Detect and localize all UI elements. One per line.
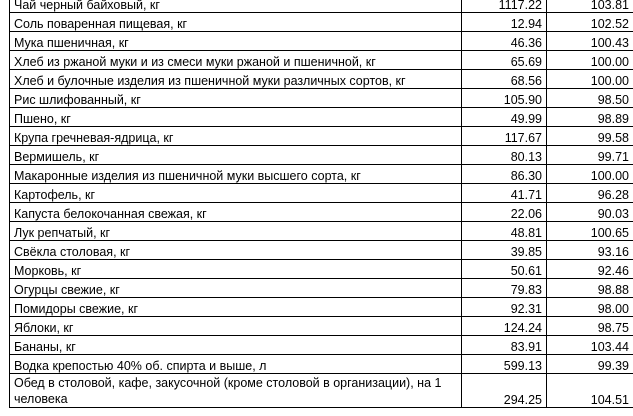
table-row [10, 127, 633, 146]
product-name: Свёкла столовая, кг [10, 241, 462, 260]
table-row [10, 0, 633, 13]
product-name: Мука пшеничная, кг [10, 32, 462, 51]
product-name: Яблоки, кг [10, 317, 462, 336]
table-row [10, 32, 633, 51]
table-row [10, 165, 633, 184]
table-row [10, 13, 633, 32]
table-row [10, 374, 633, 408]
product-price: 86.30 [462, 165, 547, 184]
product-name: Обед в столовой, кафе, закусочной (кроме столовой в организации), на 1 человека [10, 374, 462, 408]
product-name: Морковь, кг [10, 260, 462, 279]
product-name: Водка крепостью 40% об. спирта и выше, л [10, 355, 462, 374]
product-name: Бананы, кг [10, 336, 462, 355]
table-row [10, 203, 633, 222]
product-price: 12.94 [462, 13, 547, 32]
table-row [10, 355, 633, 374]
product-price: 105.90 [462, 89, 547, 108]
product-price: 79.83 [462, 279, 547, 298]
product-name: Картофель, кг [10, 184, 462, 203]
table-row [10, 336, 633, 355]
price-index: 100.65 [547, 222, 633, 241]
product-name: Рис шлифованный, кг [10, 89, 462, 108]
product-price: 41.71 [462, 184, 547, 203]
product-price: 48.81 [462, 222, 547, 241]
product-name: Соль поваренная пищевая, кг [10, 13, 462, 32]
product-name: Хлеб из ржаной муки и из смеси муки ржаной и пшеничной, кг [10, 51, 462, 70]
price-index: 100.00 [547, 70, 633, 89]
table-row [10, 241, 633, 260]
table-row [10, 51, 633, 70]
product-name: Лук репчатый, кг [10, 222, 462, 241]
table-row [10, 298, 633, 317]
product-price: 22.06 [462, 203, 547, 222]
product-price: 50.61 [462, 260, 547, 279]
product-price: 599.13 [462, 355, 547, 374]
price-index: 98.89 [547, 108, 633, 127]
table-row [10, 184, 633, 203]
price-index: 98.00 [547, 298, 633, 317]
product-price: 1117.22 [462, 0, 547, 13]
price-index: 98.75 [547, 317, 633, 336]
table-row [10, 108, 633, 127]
product-price: 80.13 [462, 146, 547, 165]
price-index: 103.81 [547, 0, 633, 13]
product-price: 92.31 [462, 298, 547, 317]
table-body [10, 0, 633, 408]
product-price: 68.56 [462, 70, 547, 89]
price-index: 104.51 [547, 374, 633, 408]
price-table [9, 0, 633, 408]
price-index: 99.58 [547, 127, 633, 146]
product-price: 46.36 [462, 32, 547, 51]
product-name: Пшено, кг [10, 108, 462, 127]
product-price: 39.85 [462, 241, 547, 260]
price-index: 99.39 [547, 355, 633, 374]
table-row [10, 317, 633, 336]
price-index: 96.28 [547, 184, 633, 203]
price-index: 100.43 [547, 32, 633, 51]
price-index: 98.88 [547, 279, 633, 298]
price-index: 90.03 [547, 203, 633, 222]
table-row [10, 70, 633, 89]
product-price: 65.69 [462, 51, 547, 70]
product-name: Помидоры свежие, кг [10, 298, 462, 317]
price-index: 103.44 [547, 336, 633, 355]
product-price: 124.24 [462, 317, 547, 336]
price-index: 99.71 [547, 146, 633, 165]
product-name: Крупа гречневая-ядрица, кг [10, 127, 462, 146]
product-name: Вермишель, кг [10, 146, 462, 165]
price-index: 100.00 [547, 51, 633, 70]
product-name: Макаронные изделия из пшеничной муки высшего сорта, кг [10, 165, 462, 184]
table-row [10, 222, 633, 241]
product-name: Чай черный байховый, кг [10, 0, 462, 13]
product-price: 49.99 [462, 108, 547, 127]
product-name: Капуста белокочанная свежая, кг [10, 203, 462, 222]
product-price: 83.91 [462, 336, 547, 355]
product-name: Огурцы свежие, кг [10, 279, 462, 298]
price-index: 98.50 [547, 89, 633, 108]
price-index: 92.46 [547, 260, 633, 279]
price-index: 100.00 [547, 165, 633, 184]
table-row [10, 279, 633, 298]
price-index: 93.16 [547, 241, 633, 260]
product-price: 117.67 [462, 127, 547, 146]
product-name: Хлеб и булочные изделия из пшеничной муки различных сортов, кг [10, 70, 462, 89]
product-price: 294.25 [462, 374, 547, 408]
table-row [10, 146, 633, 165]
price-index: 102.52 [547, 13, 633, 32]
table-row [10, 89, 633, 108]
table-row [10, 260, 633, 279]
